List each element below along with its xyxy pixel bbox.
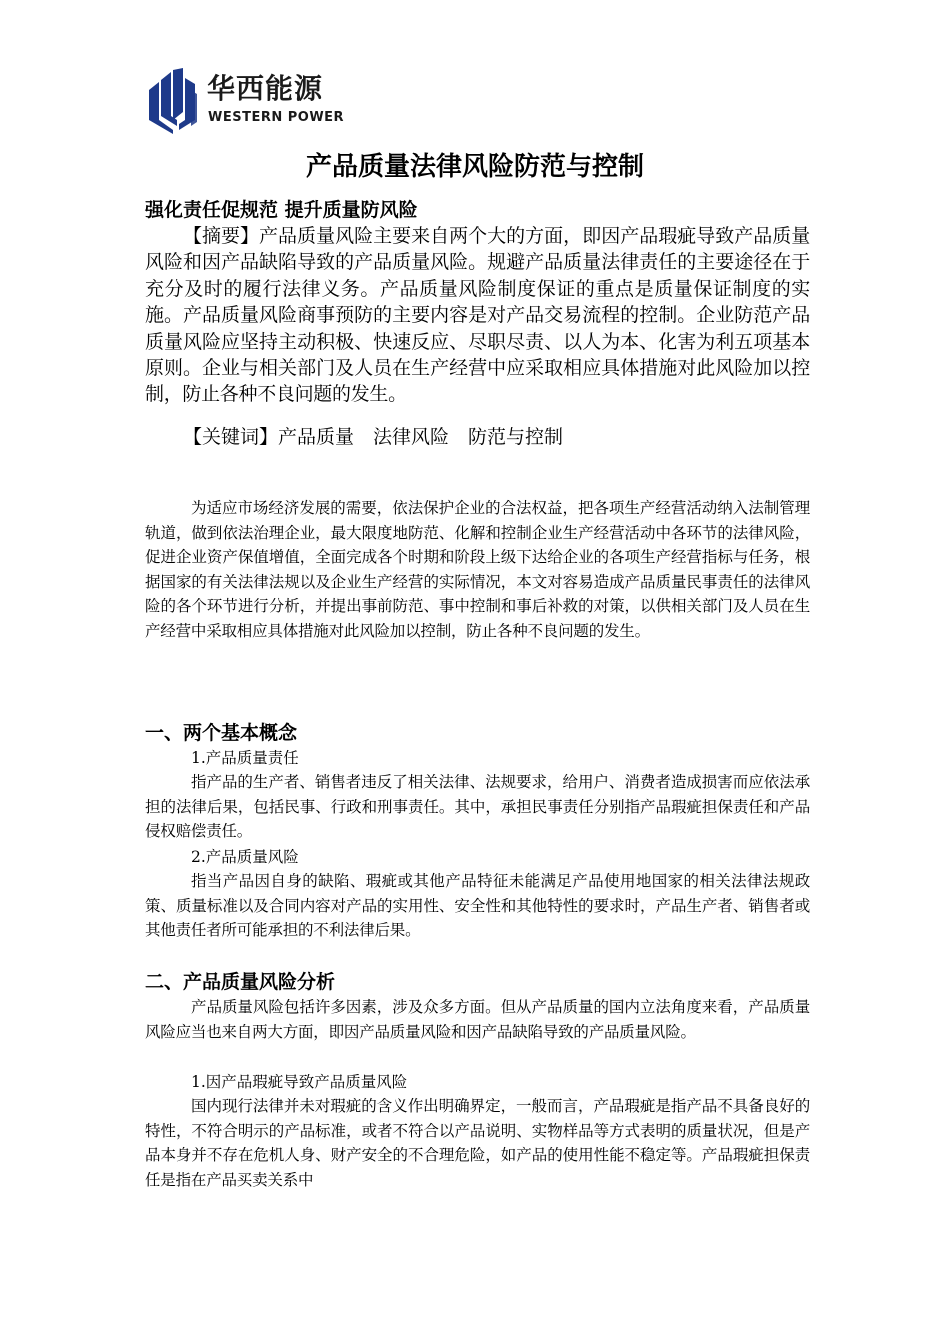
document-subtitle: 强化责任促规范 提升质量防风险 — [145, 199, 418, 221]
section-2-item-1: 1.因产品瑕疵导致产品质量风险 — [191, 1073, 408, 1091]
abstract-paragraph: 【摘要】产品质量风险主要来自两个大的方面，即因产品瑕疵导致产品质量风险和因产品缺陷导致的产品质量风险。规避产品质量法律责任的主要途径在于充分及时的履行法律义务。产品质量风险制度保证的重点是质量保证制度的实施。产品质量风险商事预防的主要内容是对产品交易流程的控制。企业防范产品质量风险应坚持主动积极、快速反应、尽职尽责、以人为本、化害为利五项基本原则。企业与相关部门及人员在生产经营中应采取相应具体措施对此风险加以控制，防止各种不良问题的发生。 — [145, 225, 810, 406]
logo-name-cn: 华西能源 — [207, 72, 324, 105]
section-1-item-2: 2.产品质量风险 — [191, 848, 299, 866]
logo-name-en: WESTERN POWER — [208, 110, 345, 125]
section-1-heading: 一、两个基本概念 — [145, 722, 298, 744]
section-2-paragraph-2: 国内现行法律并未对瑕疵的含义作出明确界定，一般而言，产品瑕疵是指产品不具备良好的特性，不符合明示的产品标准，或者不符合以产品说明、实物样品等方式表明的质量状况，但是产品本身并不存在危机人身、财产安全的不合理危险，如产品的使用性能不稳定等。产品瑕疵担保责任是指在产品买卖关系中 — [145, 1097, 810, 1189]
company-logo — [147, 68, 367, 136]
section-1-item-1: 1.产品质量责任 — [191, 749, 299, 767]
intro-paragraph: 为适应市场经济发展的需要，依法保护企业的合法权益，把各项生产经营活动纳入法制管理轨道，做到依法治理企业，最大限度地防范、化解和控制企业生产经营活动中各环节的法律风险，促进企业资产保值增值，全面完成各个时期和阶段上级下达给企业的各项生产经营指标与任务，根据国家的有关法律法规以及企业生产经营的实际情况，本文对容易造成产品质量民事责任的法律风险的各个环节进行分析，并提出事前防范、事中控制和事后补救的对策，以供相关部门及人员在生产经营中采取相应具体措施对此风险加以控制，防止各种不良问题的发生。 — [145, 499, 810, 640]
section-2-heading: 二、产品质量风险分析 — [145, 971, 336, 993]
western-power-logo-icon — [147, 68, 199, 134]
section-2-paragraph-1: 产品质量风险包括许多因素，涉及众多方面。但从产品质量的国内立法角度来看，产品质量风险应当也来自两大方面，即因产品质量风险和因产品缺陷导致的产品质量风险。 — [145, 998, 810, 1041]
document-title: 产品质量法律风险防范与控制 — [305, 152, 644, 182]
section-1-paragraph-1: 指产品的生产者、销售者违反了相关法律、法规要求，给用户、消费者造成损害而应依法承担的法律后果，包括民事、行政和刑事责任。其中，承担民事责任分别指产品瑕疵担保责任和产品侵权赔偿责任。 — [145, 773, 810, 841]
section-1-paragraph-2: 指当产品因自身的缺陷、瑕疵或其他产品特征未能满足产品使用地国家的相关法律法规政策、质量标准以及合同内容对产品的实用性、安全性和其他特性的要求时，产品生产者、销售者或其他责任者所可能承担的不利法律后果。 — [145, 872, 810, 940]
keywords-line: 【关键词】产品质量 法律风险 防范与控制 — [183, 426, 564, 448]
